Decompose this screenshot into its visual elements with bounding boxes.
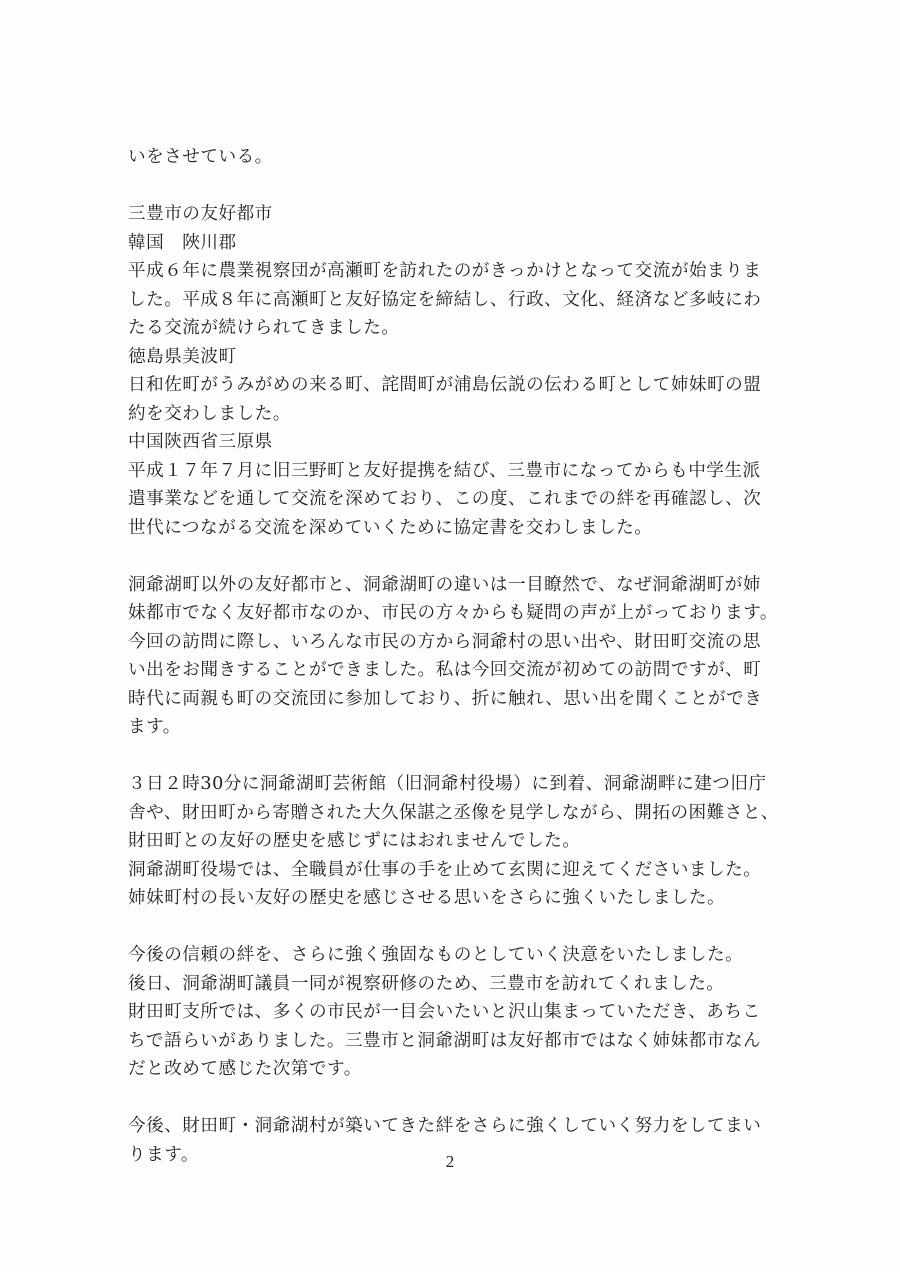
text-line: 後日、洞爺湖町議員一同が視察研修のため、三豊市を訪れてくれました。 [128,973,725,994]
text-line: 平成６年に農業視察団が高瀬町を訪れたのがきっかけとなって交流が始まりま [128,261,762,281]
text-line: 今回の訪問に際し、いろんな市民の方から洞爺村の思い出や、財田町交流の思 [128,631,761,652]
text-line: 舎や、財田町から寄贈された大久保諶之丞像を見学しながら、開拓の困難さと、 [128,802,780,823]
text-line: 妹都市でなく友好都市なのか、市民の方々からも疑問の声が上がっております。 [128,603,778,623]
text-line: 洞爺湖町役場では、全職員が仕事の手を止めて玄関に迎えてくださいました。 [128,859,762,880]
text-line: たる交流が続けられてきました。 [128,318,400,338]
text-line: 中国陝西省三原県 [128,432,273,452]
text-line: ちで語らいがありました。三豊市と洞爺湖町は友好都市ではなく姉妹都市なん [128,1030,762,1051]
text-line: した。平成８年に高瀬町と友好協定を締結し、行政、文化、経済など多岐にわ [128,289,762,310]
text-line: 韓国 陜川郡 [128,232,237,253]
text-line: だと改めて感じた次第です。 [128,1059,362,1079]
text-line: いをさせている。 [128,147,273,167]
text-line: 財田町との友好の歴史を感じずにはおれませんでした。 [128,831,581,851]
text-line: 三豊市の友好都市 [128,204,273,224]
text-line: 洞爺湖町以外の友好都市と、洞爺湖町の違いは一目瞭然で、なぜ洞爺湖町が姉 [128,574,761,595]
blank-line [128,172,788,201]
text-line: 遣事業などを通して交流を深めており、この度、これまでの絆を再確認し、次 [128,489,762,509]
text-line: 約を交わしました。 [128,403,291,424]
text-line: ます。 [128,717,181,737]
text-line: 世代につながる交流を深めていくために協定書を交わしました。 [128,517,653,538]
blank-line [128,542,788,571]
text-line: 平成１７年７月に旧三野町と友好提携を結び、三豊市になってからも中学生派 [128,460,761,481]
blank-line [128,742,788,771]
text-line: 姉妹町村の長い友好の歴史を感じさせる思いをさらに強くいたしました。 [128,888,726,908]
document-body [128,143,788,1169]
text-line: ります。 [128,1144,199,1165]
text-line: 財田町支所では、多くの市民が一目会いたいと沢山集まっていただき、あちこ [128,1002,761,1022]
text-line: 今後、財田町・洞爺湖村が築いてきた絆をさらに強くしていく努力をしてまい [128,1116,762,1136]
text-line: い出をお聞きすることができました。私は今回交流が初めての訪問ですが、町 [128,660,762,680]
text-line: 今後の信頼の絆を、さらに強く強固なものとしていく決意をいたしました。 [128,945,744,965]
blank-line [128,1084,788,1113]
text-line: 日和佐町がうみがめの来る町、詫間町が浦島伝説の伝わる町として姉妹町の盟 [128,375,762,395]
text-line: 徳島県美波町 [128,346,237,367]
blank-line [128,913,788,942]
page-number: 2 [445,1152,455,1171]
text-line: ３日２時30分に洞爺湖町芸術館（旧洞爺村役場）に到着、洞爺湖畔に建つ旧庁 [128,774,767,794]
text-line: 時代に両親も町の交流団に参加しており、折に触れ、思い出を聞くことができ [128,688,763,709]
